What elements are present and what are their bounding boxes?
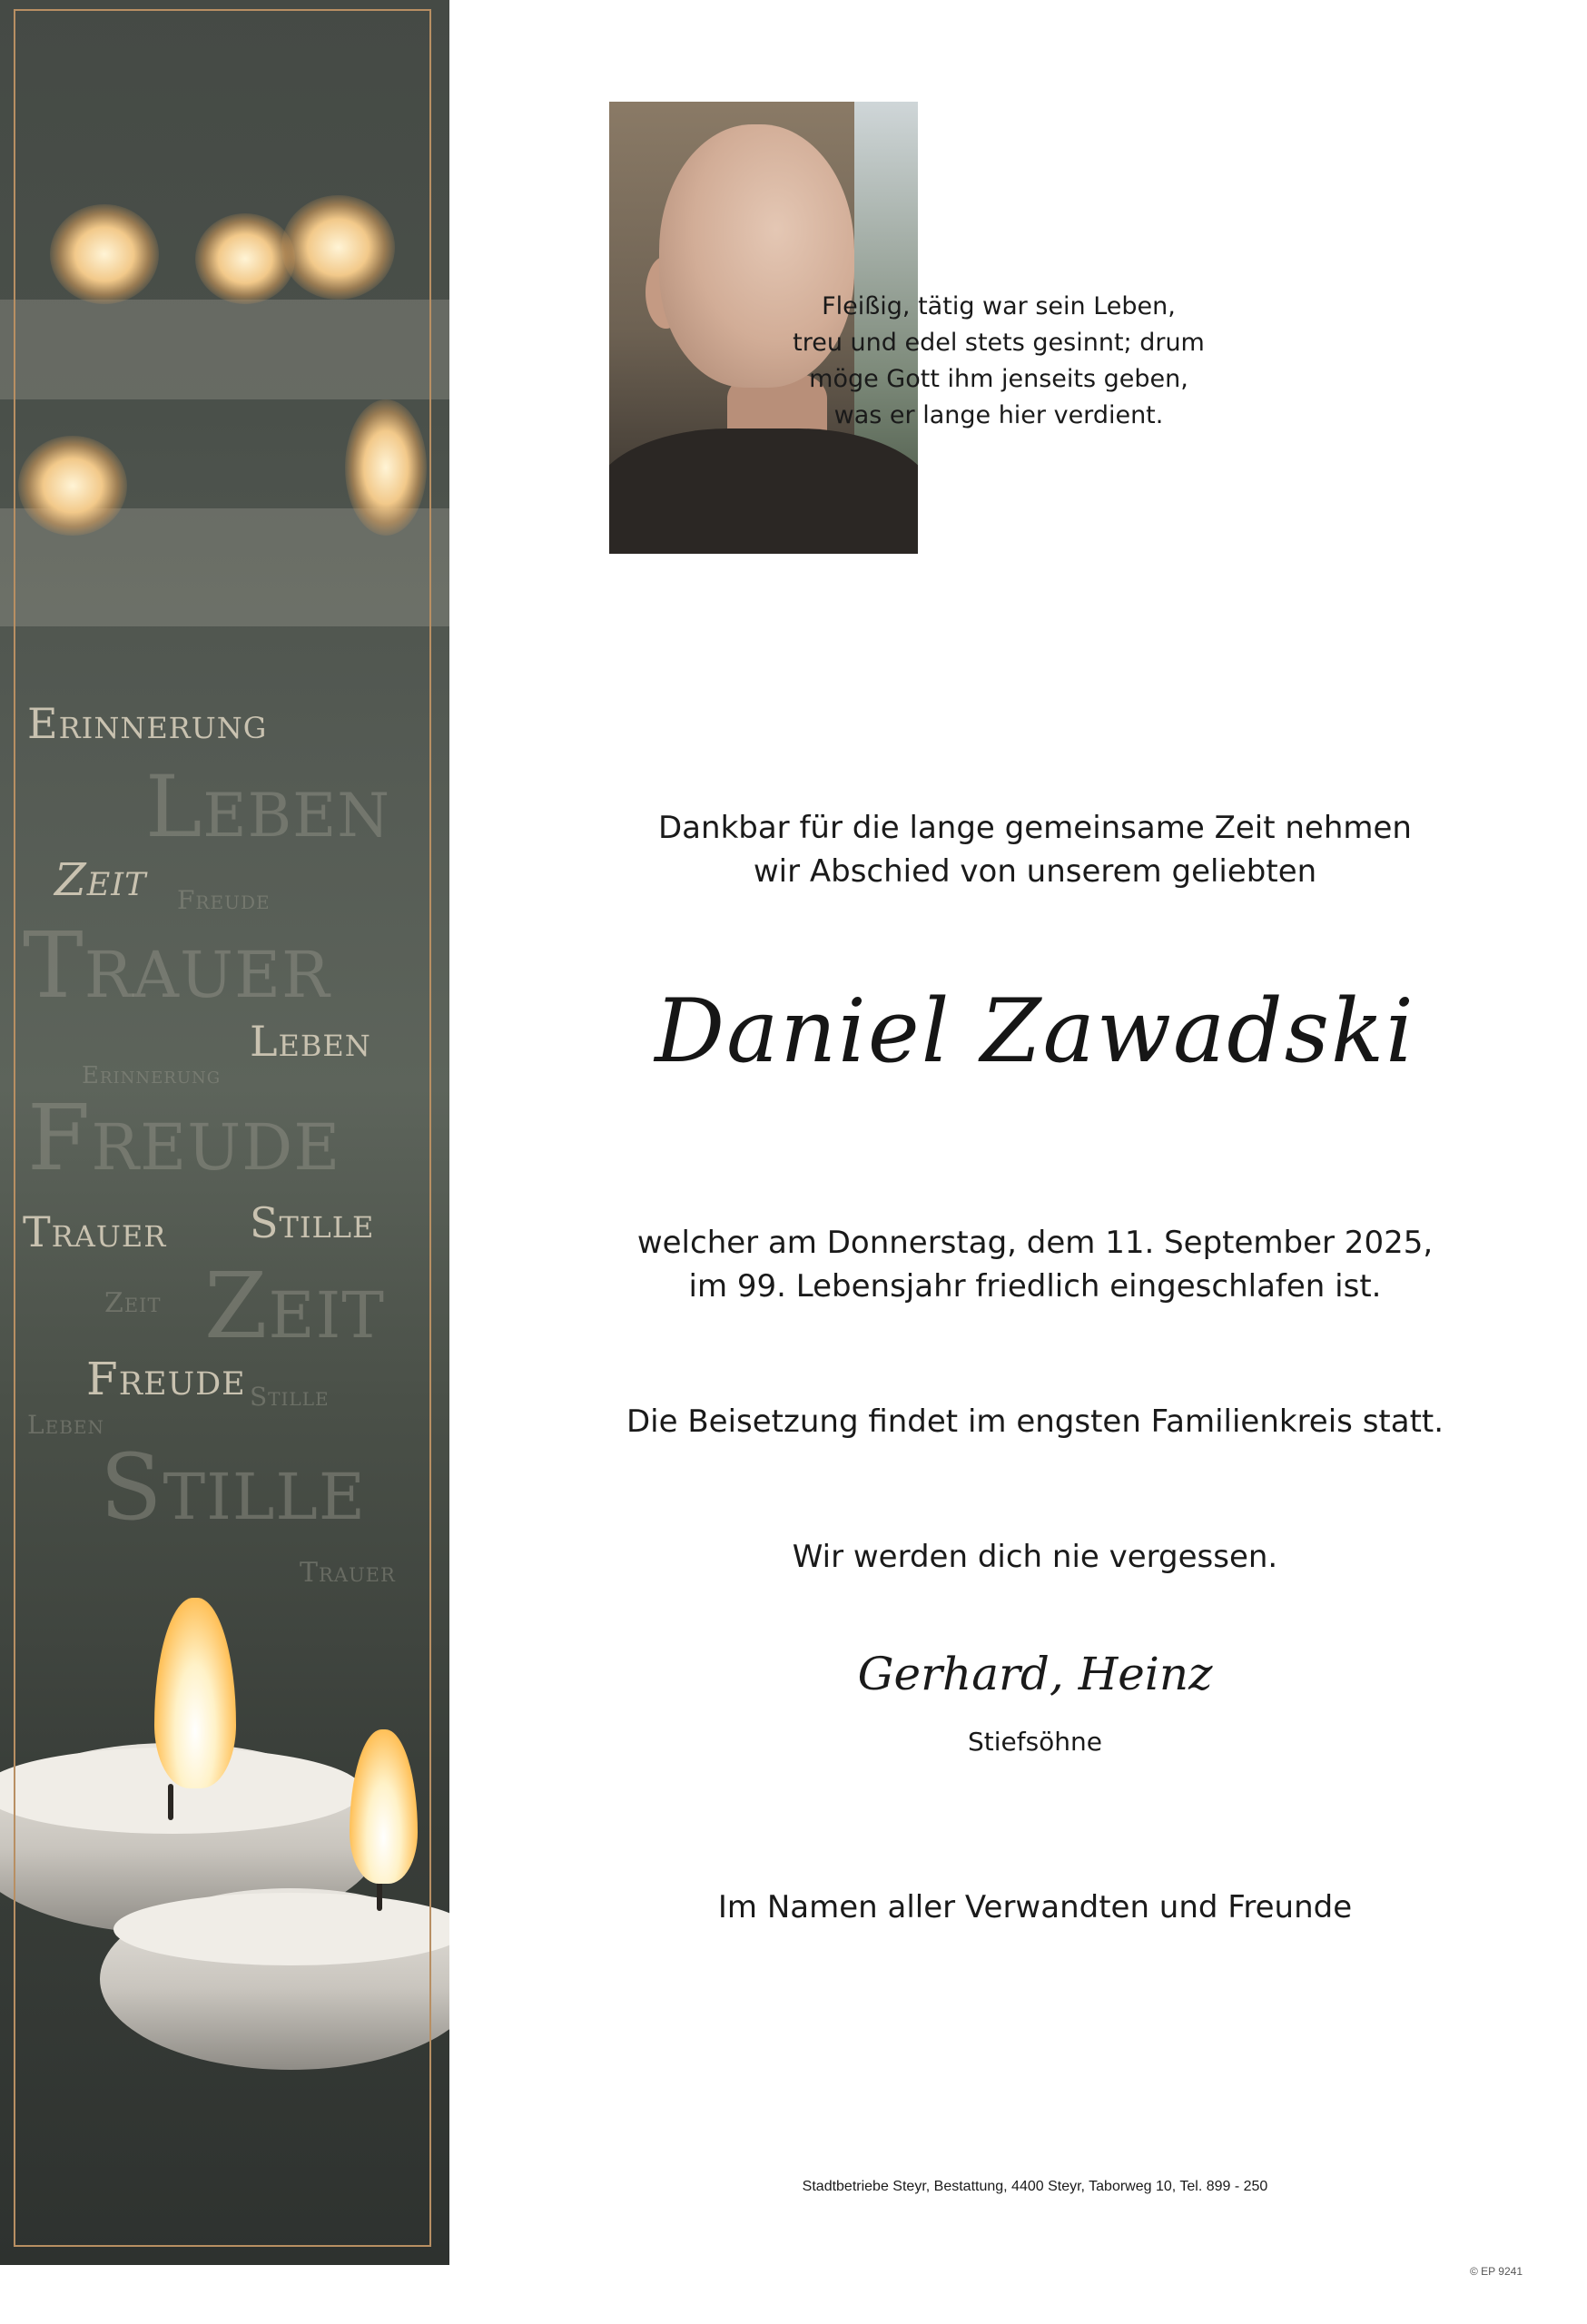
- closing-line: Im Namen aller Verwandten und Freunde: [717, 1889, 1353, 1925]
- funeral-home-footer: Stadtbetriebe Steyr, Bestattung, 4400 Steyr, Taborweg 10, Tel. 899 - 250: [802, 2179, 1268, 2194]
- verse-line: Fleißig, tätig war sein Leben,: [822, 292, 1176, 320]
- signature-relation: Stiefsöhne: [967, 1727, 1103, 1757]
- deceased-name: Daniel Zawadski: [655, 980, 1415, 1082]
- decor-word: Stille: [250, 1198, 375, 1247]
- death-notice: [626, 1221, 1444, 1308]
- farewell-line: Wir werden dich nie vergessen.: [792, 1539, 1278, 1575]
- decor-word: Leben: [145, 758, 391, 857]
- decor-word: Zeit: [104, 1287, 162, 1319]
- verse-line: was er lange hier verdient.: [833, 401, 1164, 429]
- intro-text: [626, 806, 1444, 893]
- decor-word: Leben: [250, 1017, 371, 1066]
- decor-word: Trauer: [23, 1207, 167, 1256]
- verse-line: treu und edel stets gesinnt; drum: [793, 329, 1205, 357]
- band-frame: [14, 9, 431, 2247]
- intro-line: Dankbar für die lange gemeinsame Zeit nehmen: [658, 810, 1412, 846]
- decor-word: Stille: [250, 1382, 330, 1412]
- memorial-verse: [744, 289, 1253, 434]
- signature-names: Gerhard, Heinz: [857, 1648, 1213, 1700]
- decor-word: Leben: [27, 1410, 104, 1440]
- decor-word: Erinnerung: [82, 1062, 222, 1089]
- burial-note: Die Beisetzung findet im engsten Familienkreis statt.: [626, 1403, 1444, 1440]
- print-code: © EP 9241: [1470, 2265, 1523, 2278]
- decorative-candle-band: [0, 0, 449, 2265]
- decor-word: Zeit: [54, 853, 147, 906]
- decor-word: Trauer: [23, 912, 330, 1019]
- decor-word: Freude: [177, 885, 271, 915]
- intro-line: wir Abschied von unserem geliebten: [753, 853, 1317, 890]
- death-line: im 99. Lebensjahr friedlich eingeschlafen ist.: [688, 1268, 1382, 1305]
- verse-line: möge Gott ihm jenseits geben,: [809, 365, 1188, 393]
- death-line: welcher am Donnerstag, dem 11. September 2025,: [636, 1225, 1434, 1261]
- decor-word: Freude: [86, 1353, 246, 1405]
- decor-word: Erinnerung: [27, 699, 268, 748]
- decor-word: Stille: [100, 1434, 366, 1541]
- decor-word: Freude: [27, 1085, 341, 1191]
- decor-word: Trauer: [300, 1557, 396, 1589]
- decor-word: Zeit: [204, 1253, 385, 1359]
